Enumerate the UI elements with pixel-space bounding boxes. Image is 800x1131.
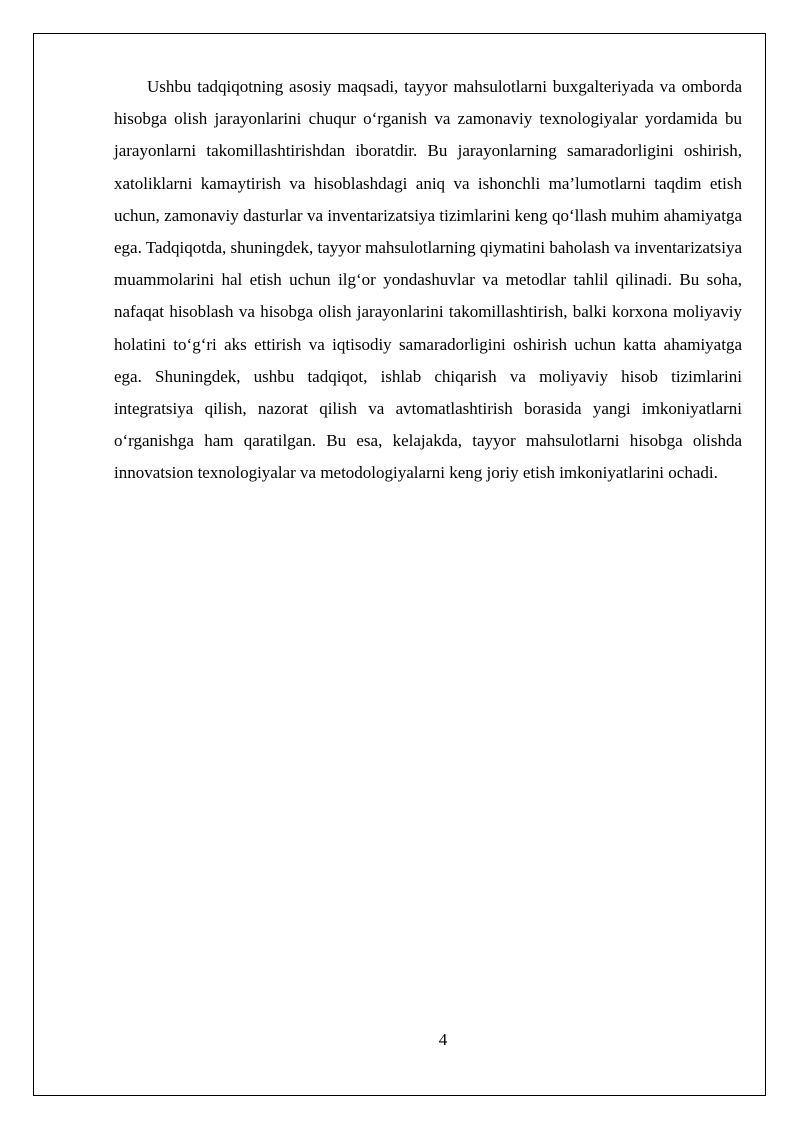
page-number: 4: [438, 1030, 448, 1049]
body-paragraph: Ushbu tadqiqotning asosiy maqsadi, tayyor mahsulotlarni buxgalteriyada va omborda hisobga olish jarayonlarini chuqur o‘rganish va zamonaviy texnologiyalar yordamida bu jarayonlarni takomillashtirishdan iboratdir. Bu jarayonlarning samaradorligini oshirish, xatoliklarni kamaytirish va hisoblashdagi aniq va ishonchli ma’lumotlarni taqdim etish uchun, zamonaviy dasturlar va inventarizatsiya tizimlarini keng qo‘llash muhim ahamiyatga ega. Tadqiqotda, shuningdek, tayyor mahsulotlarning qiymatini baholash va inventarizatsiya muammolarini hal etish uchun ilg‘or yondashuvlar va metodlar tahlil qilinadi. Bu soha, nafaqat hisoblash va hisobga olish jarayonlarini takomillashtirish, balki korxona moliyaviy holatini to‘g‘ri aks ettirish va iqtisodiy samaradorligini oshirish uchun katta ahamiyatga ega. Shuningdek, ushbu tadqiqot, ishlab chiqarish va moliyaviy hisob tizimlarini integratsiya qilish, nazorat qilish va avtomatlashtirish borasida yangi imkoniyatlarni o‘rganishga ham qaratilgan. Bu esa, kelajakda, tayyor mahsulotlarni hisobga olishda innovatsion texnologiyalar va metodologiyalarni keng joriy etish imkoniyatlarini ochadi.: [114, 77, 742, 483]
